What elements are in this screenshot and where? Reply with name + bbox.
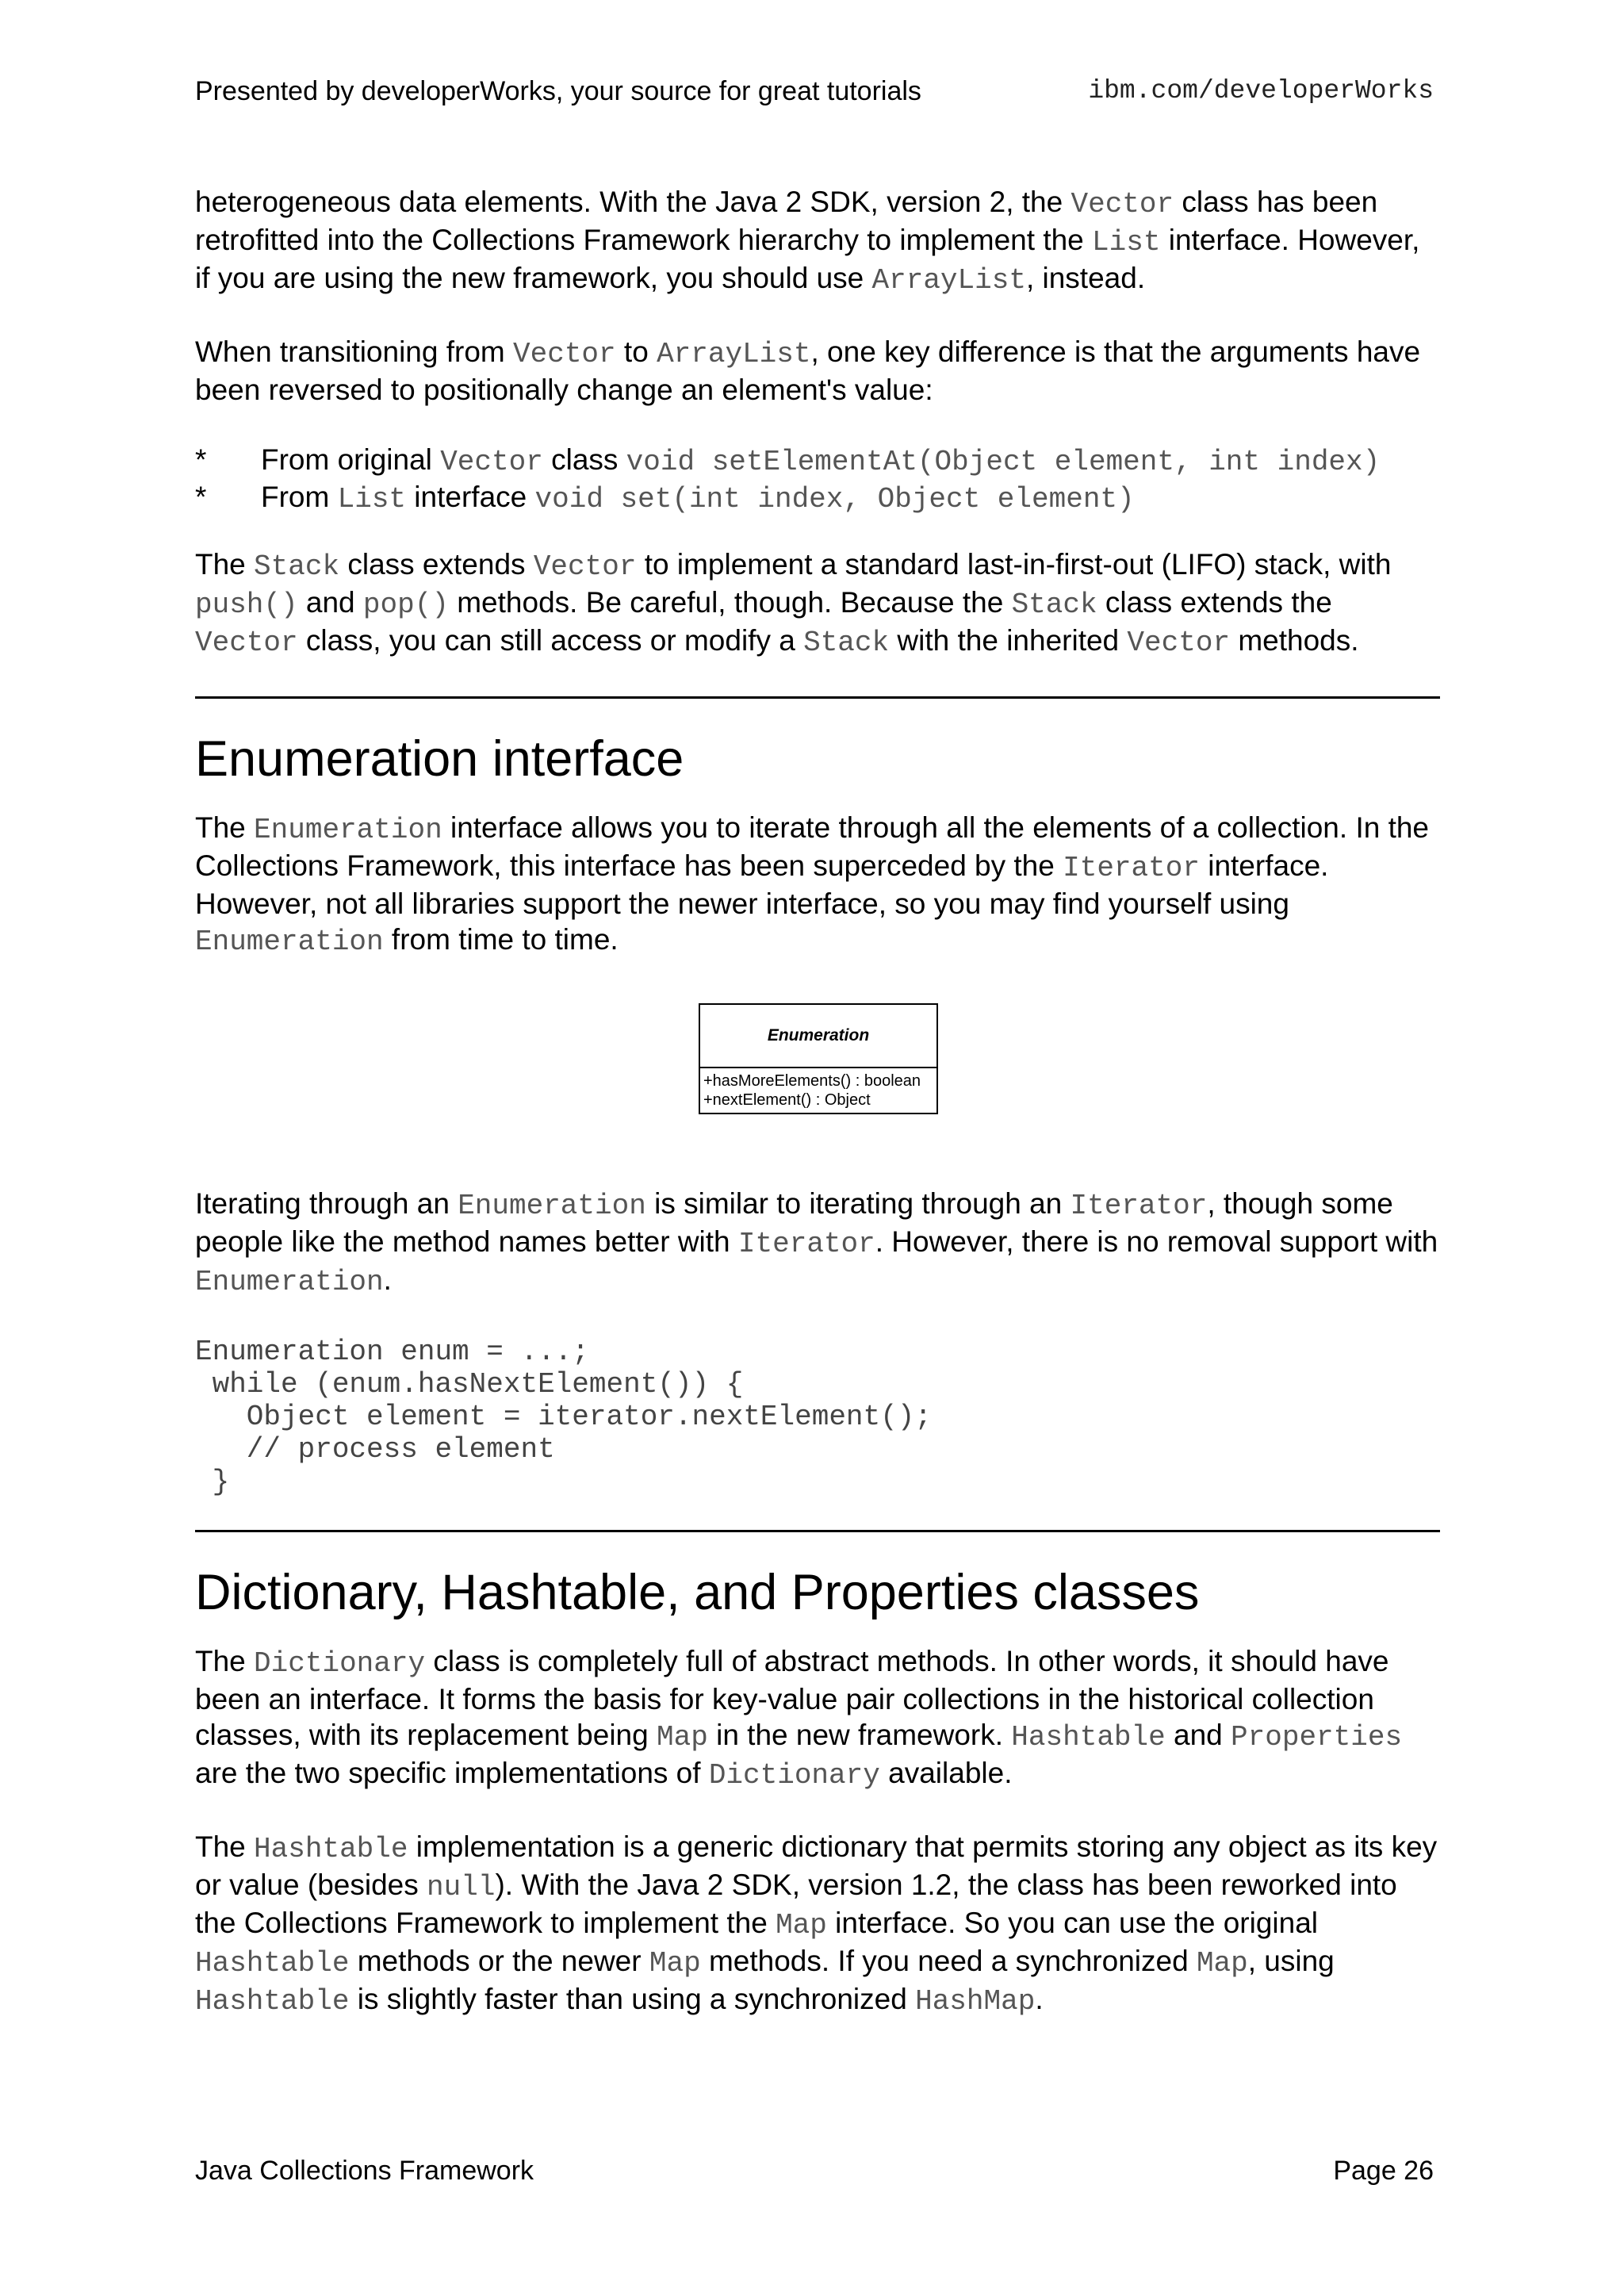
code-list: List: [337, 483, 407, 516]
text-run: class, you can still access or modify a: [297, 624, 804, 657]
code-method-signature: void set(int index, Object element): [534, 483, 1135, 516]
text-run: with the inherited: [889, 624, 1128, 657]
text-run: The: [195, 548, 255, 581]
enumeration-paragraph-2: [195, 1186, 1440, 1300]
code-properties: Properties: [1231, 1721, 1403, 1754]
text-run: From original: [261, 443, 441, 476]
code-vector: Vector: [1071, 188, 1174, 220]
text-run: is slightly faster than using a synchronized: [349, 1983, 916, 2015]
text-run: and: [1165, 1719, 1231, 1751]
code-arraylist: ArrayList: [657, 338, 811, 370]
text-run: interface. So you can use the original: [826, 1907, 1318, 1939]
enumeration-paragraph-1: [195, 810, 1440, 960]
uml-operation: +hasMoreElements() : boolean: [703, 1072, 921, 1090]
code-stack: Stack: [254, 550, 340, 583]
code-null: null: [427, 1871, 496, 1903]
code-method-signature: void setElementAt(Object element, int index): [626, 446, 1381, 478]
section-divider: [195, 1530, 1440, 1532]
text-run: .: [1035, 1983, 1044, 2015]
code-sample: Enumeration enum = ...; while (enum.hasNextElement()) { Object element = iterator.nextElement(); // process element }: [195, 1336, 932, 1498]
code-enumeration: Enumeration: [254, 814, 442, 846]
text-run: class: [542, 443, 626, 476]
code-enumeration: Enumeration: [195, 1266, 384, 1298]
text-run: available.: [879, 1757, 1013, 1789]
page-content: [195, 184, 1440, 2055]
text-run: , using: [1247, 1945, 1335, 1977]
text-run: to: [615, 335, 657, 368]
code-vector: Vector: [1127, 627, 1231, 659]
text-run: in the new framework.: [707, 1719, 1012, 1751]
list-item: [195, 443, 1440, 479]
code-dictionary: Dictionary: [254, 1647, 426, 1680]
code-map: Map: [649, 1947, 701, 1980]
text-run: . However, there is no removal support with: [875, 1225, 1438, 1258]
text-run: From: [261, 481, 338, 513]
text-run: class is completely full of abstract methods. In other words, it should have been an interface. It forms the basis for key-value pair collections in the historical collection classes, with its replacement being: [195, 1645, 1389, 1751]
text-run: Iterating through an: [195, 1187, 458, 1220]
code-map: Map: [776, 1909, 827, 1941]
text-run: .: [383, 1263, 392, 1296]
text-run: interface. However, if you are using the new framework, you should use: [195, 224, 1420, 294]
code-stack: Stack: [1011, 588, 1097, 621]
text-run: interface: [406, 481, 535, 513]
text-run: interface allows you to iterate through all the elements of a collection. In the Collections Framework, this interface has been superceded by the: [195, 811, 1430, 882]
text-run: heterogeneous data elements. With the Java 2 SDK, version 2, the: [195, 186, 1071, 218]
text-run: is similar to iterating through an: [645, 1187, 1071, 1220]
code-dictionary: Dictionary: [708, 1759, 880, 1792]
code-vector: Vector: [533, 550, 637, 583]
code-hashtable: Hashtable: [195, 1947, 350, 1980]
text-run: methods.: [1230, 624, 1359, 657]
text-run: The: [195, 1830, 255, 1863]
code-push: push(): [195, 588, 298, 621]
page-header: [195, 71, 1434, 111]
header-url: ibm.com/developerWorks: [1088, 76, 1434, 105]
intro-paragraph-2: [195, 334, 1440, 408]
dictionary-paragraph-1: [195, 1643, 1440, 1793]
code-enumeration: Enumeration: [458, 1190, 646, 1222]
text-run: methods or the newer: [349, 1945, 649, 1977]
list-item: [195, 481, 1440, 516]
intro-paragraph-1: [195, 184, 1440, 298]
text-run: and: [297, 586, 363, 619]
code-hashmap: HashMap: [915, 1985, 1036, 2018]
text-run: are the two specific implementations of: [195, 1757, 709, 1789]
code-stack: Stack: [803, 627, 890, 659]
code-iterator: Iterator: [737, 1228, 875, 1260]
code-list: List: [1092, 226, 1161, 259]
code-map: Map: [657, 1721, 708, 1754]
text-run: The: [195, 1645, 255, 1677]
text-run: , instead.: [1025, 262, 1146, 294]
text-run: , one key difference is that the arguments have been reversed to positionally change an element's value:: [195, 335, 1421, 406]
text-run: to implement a standard last-in-first-out (LIFO) stack, with: [636, 548, 1392, 581]
code-vector: Vector: [440, 446, 543, 478]
bullet-marker: *: [195, 481, 207, 513]
code-hashtable: Hashtable: [254, 1833, 408, 1865]
section-title-enumeration: Enumeration interface: [195, 731, 684, 787]
text-run: class has been retrofitted into the Collections Framework hierarchy to implement the: [195, 186, 1378, 256]
uml-operation: +nextElement() : Object: [703, 1091, 871, 1109]
text-run: class extends the: [1097, 586, 1332, 619]
dictionary-paragraph-2: [195, 1829, 1440, 2019]
code-vector: Vector: [513, 338, 616, 370]
page-number: Page 26: [1333, 2156, 1434, 2186]
code-hashtable: Hashtable: [195, 1985, 350, 2018]
uml-class-box: [699, 1003, 938, 1114]
code-hashtable: Hashtable: [1011, 1721, 1166, 1754]
intro-paragraph-3: [195, 546, 1440, 661]
code-iterator: Iterator: [1070, 1190, 1208, 1222]
text-run: ). With the Java 2 SDK, version 1.2, the class has been reworked into the Collections Framework to implement the: [195, 1869, 1397, 1939]
code-enumeration: Enumeration: [195, 926, 384, 958]
uml-diagram-container: [195, 987, 1440, 1186]
bullet-marker: *: [195, 443, 207, 476]
code-arraylist: ArrayList: [871, 264, 1026, 297]
text-run: implementation is a generic dictionary that permits storing any object as its key or value (besides: [195, 1830, 1438, 1901]
section-divider: [195, 696, 1440, 699]
section-title-dictionary: Dictionary, Hashtable, and Properties classes: [195, 1565, 1200, 1620]
text-run: from time to time.: [383, 923, 619, 956]
footer-title: Java Collections Framework: [195, 2156, 534, 2186]
text-run: class extends: [339, 548, 534, 581]
uml-class-name: Enumeration: [700, 1005, 936, 1068]
code-pop: pop(): [362, 588, 449, 621]
method-comparison-list: [195, 443, 1440, 516]
text-run: When transitioning from: [195, 335, 514, 368]
text-run: methods. Be careful, though. Because the: [448, 586, 1012, 619]
uml-operations: [700, 1068, 936, 1113]
code-map: Map: [1196, 1947, 1248, 1980]
text-run: The: [195, 811, 255, 844]
text-run: , though some people like the method names better with: [195, 1187, 1393, 1258]
header-title: Presented by developerWorks, your source for great tutorials: [195, 76, 921, 106]
code-vector: Vector: [195, 627, 298, 659]
text-run: methods. If you need a synchronized: [700, 1945, 1197, 1977]
text-run: interface. However, not all libraries support the newer interface, so you may find yourself using: [195, 849, 1329, 920]
code-iterator: Iterator: [1063, 852, 1200, 884]
